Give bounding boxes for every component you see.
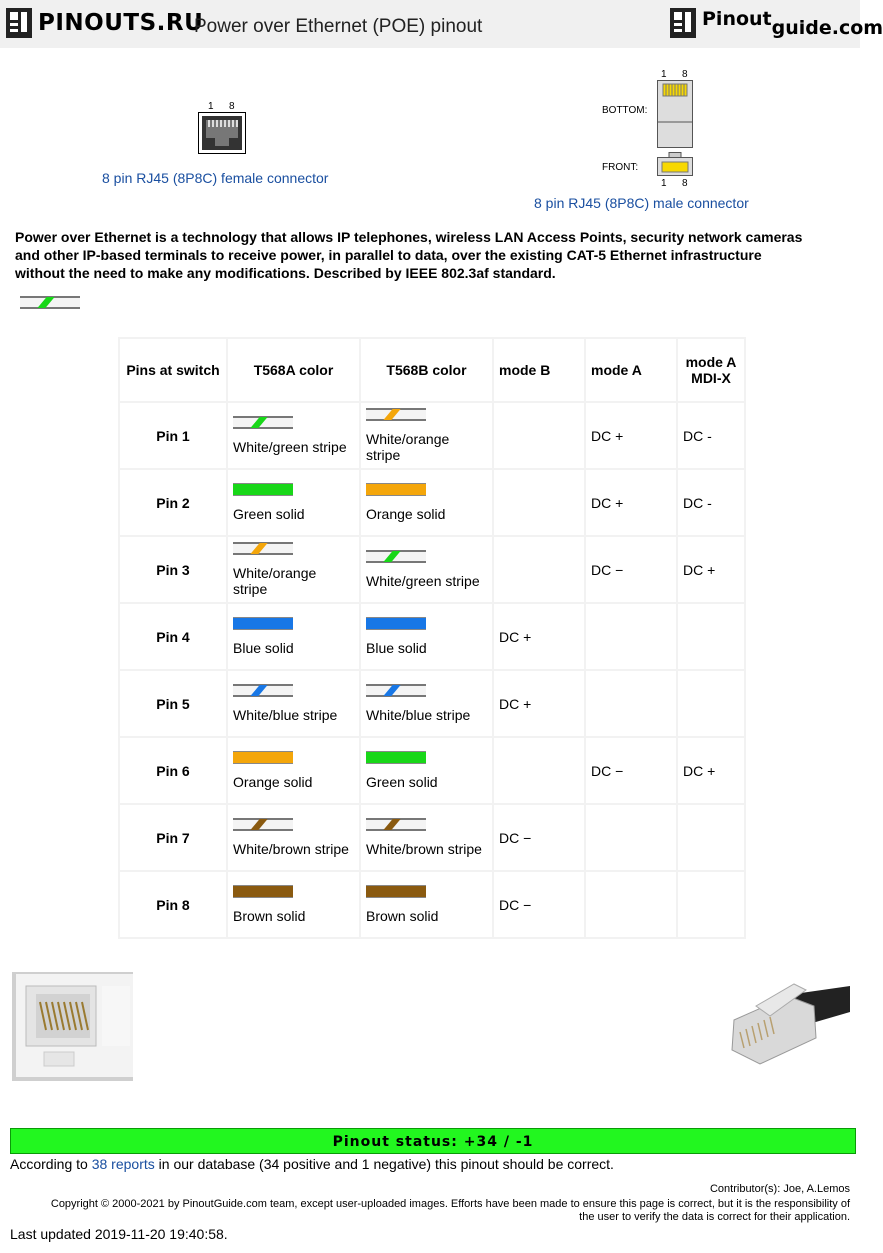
pinouts-logo[interactable] — [6, 8, 203, 38]
wire-color-label: White/blue stripe — [366, 707, 471, 723]
wire-color-label: White/brown stripe — [233, 841, 349, 857]
t568b-color-cell — [361, 872, 492, 937]
t568a-color-cell — [228, 738, 359, 803]
mode-a-cell — [586, 872, 676, 937]
male-connector-link[interactable]: 8 pin RJ45 (8P8C) male connector — [534, 195, 749, 211]
t568b-color-cell — [361, 537, 492, 602]
wire-solid-icon — [233, 617, 293, 630]
mode-a-mdix-cell — [678, 671, 744, 736]
t568b-color-cell — [361, 738, 492, 803]
wire-color-label: Orange solid — [233, 774, 313, 790]
contributors: Contributor(s): Joe, A.Lemos — [709, 1183, 850, 1195]
wire-stripe-icon — [366, 818, 426, 831]
wire-solid-icon — [366, 617, 426, 630]
mode-a-mdix-cell — [678, 872, 744, 937]
wire-stripe-icon — [233, 818, 293, 831]
mode-a-cell: DC + — [586, 470, 676, 535]
wire-color-label: Green solid — [233, 506, 305, 522]
wire-stripe-icon — [233, 684, 293, 697]
mode-a-cell — [586, 805, 676, 870]
pin-number: Pin 2 — [120, 470, 226, 535]
mode-b-cell — [494, 738, 584, 803]
wire-color-label: Green solid — [366, 774, 438, 790]
table-row — [120, 738, 744, 803]
description-text: Power over Ethernet is a technology that allows IP telephones, wireless LAN Access Points, security network cameras and other IP-based terminals to receive power, in parallel to data, over the existing CAT-5 Ethernet infrastructure without the need to make any modifications. Described by IEEE 802.3af standard. — [15, 229, 803, 281]
mode-a-mdix-cell: DC + — [678, 537, 744, 602]
page-title: Power over Ethernet (POE) pinout — [194, 16, 483, 37]
wire-color-label: White/green stripe — [366, 573, 480, 589]
table-row — [120, 604, 744, 669]
wire-solid-icon — [233, 483, 293, 496]
pin-number: Pin 6 — [120, 738, 226, 803]
pin-number: Pin 4 — [120, 604, 226, 669]
pinoutguide-logo[interactable] — [670, 6, 883, 39]
t568b-color-cell — [361, 470, 492, 535]
mode-b-cell: DC + — [494, 604, 584, 669]
table-row — [120, 872, 744, 937]
wire-stripe-icon — [233, 416, 293, 429]
wire-stripe-icon — [366, 550, 426, 563]
header-mode-a-mdix: mode A MDI-X — [678, 339, 744, 401]
mode-b-cell: DC − — [494, 872, 584, 937]
female-connector-link[interactable]: 8 pin RJ45 (8P8C) female connector — [102, 170, 329, 186]
pin-number: Pin 1 — [120, 403, 226, 468]
wire-solid-icon — [366, 885, 426, 898]
table-row — [120, 805, 744, 870]
pin-number: Pin 8 — [120, 872, 226, 937]
status-description — [10, 1156, 614, 1172]
pin-number: Pin 7 — [120, 805, 226, 870]
mode-a-cell: DC − — [586, 738, 676, 803]
t568b-color-cell — [361, 604, 492, 669]
female-connector-diagram — [198, 112, 246, 154]
mode-b-cell: DC − — [494, 805, 584, 870]
t568a-color-cell — [228, 805, 359, 870]
mode-b-cell — [494, 470, 584, 535]
site-header — [0, 0, 883, 48]
wire-solid-icon — [233, 885, 293, 898]
male-pin-last-top: 8 — [682, 69, 688, 80]
header-mode-b: mode B — [494, 339, 584, 401]
cable-sample-icon — [20, 296, 80, 309]
t568a-color-cell — [228, 537, 359, 602]
male-pin-last-bottom: 8 — [682, 178, 688, 189]
female-pin-first: 1 — [208, 101, 214, 112]
header-t568a: T568A color — [228, 339, 359, 401]
header-pins: Pins at switch — [120, 339, 226, 401]
pinoutguide-logo-icon — [670, 8, 696, 38]
table-row — [120, 537, 744, 602]
table-row — [120, 671, 744, 736]
female-pin-last: 8 — [229, 101, 235, 112]
female-connector-photo — [12, 972, 133, 1081]
male-front-label: FRONT: — [602, 162, 639, 173]
male-pin-first-bottom: 1 — [661, 178, 667, 189]
t568a-color-cell — [228, 671, 359, 736]
wire-color-label: White/green stripe — [233, 439, 347, 455]
mode-b-cell: DC + — [494, 671, 584, 736]
pinout-status-bar: Pinout status: +34 / -1 — [10, 1128, 856, 1154]
wire-color-label: Blue solid — [366, 640, 427, 656]
wire-solid-icon — [366, 751, 426, 764]
wire-color-label: Orange solid — [366, 506, 446, 522]
header-mode-a: mode A — [586, 339, 676, 401]
wire-solid-icon — [366, 483, 426, 496]
reports-link[interactable]: 38 reports — [91, 1156, 155, 1172]
partner-name-part2: guide.com — [771, 17, 883, 39]
mode-a-cell — [586, 604, 676, 669]
partner-name-part1: Pinout — [702, 8, 772, 30]
table-row — [120, 403, 744, 468]
t568b-color-cell — [361, 671, 492, 736]
table-row — [120, 470, 744, 535]
wire-color-label: White/orange stripe — [366, 431, 450, 463]
wire-color-label: White/blue stripe — [233, 707, 338, 723]
mode-b-cell — [494, 537, 584, 602]
status-suffix: in our database (34 positive and 1 negative) this pinout should be correct. — [154, 1156, 614, 1172]
t568b-color-cell — [361, 805, 492, 870]
wire-color-label: White/brown stripe — [366, 841, 482, 857]
table-header-row — [120, 339, 744, 401]
mode-a-mdix-cell: DC + — [678, 738, 744, 803]
wire-stripe-icon — [366, 684, 426, 697]
copyright-notice: Copyright © 2000-2021 by PinoutGuide.com team, except user-uploaded images. Efforts have been made to ensure this page is correct, but it is the responsibility of the user to verify the data is correct for their application. — [50, 1198, 850, 1223]
wire-color-label: White/orange stripe — [233, 565, 317, 597]
mode-a-cell — [586, 671, 676, 736]
wire-color-label: Brown solid — [233, 908, 306, 924]
pin-number: Pin 5 — [120, 671, 226, 736]
t568a-color-cell — [228, 470, 359, 535]
mode-a-mdix-cell — [678, 604, 744, 669]
t568a-color-cell — [228, 604, 359, 669]
male-bottom-label: BOTTOM: — [602, 105, 648, 116]
mode-a-mdix-cell — [678, 805, 744, 870]
header-t568b: T568B color — [361, 339, 492, 401]
pinouts-logo-icon — [6, 8, 32, 38]
mode-a-mdix-cell: DC - — [678, 403, 744, 468]
mode-a-cell: DC − — [586, 537, 676, 602]
t568b-color-cell — [361, 403, 492, 468]
t568a-color-cell — [228, 403, 359, 468]
last-updated: Last updated 2019-11-20 19:40:58. — [10, 1226, 228, 1242]
t568a-color-cell — [228, 872, 359, 937]
poe-pinout-table — [118, 337, 746, 939]
male-connector-bottom-diagram — [657, 80, 693, 148]
wire-stripe-icon — [366, 408, 426, 421]
male-connector-photo — [724, 976, 850, 1068]
status-prefix: According to — [10, 1156, 92, 1172]
site-name: PINOUTS.RU — [38, 10, 204, 36]
male-connector-front-diagram — [657, 152, 693, 176]
wire-stripe-icon — [233, 542, 293, 555]
mode-a-cell: DC + — [586, 403, 676, 468]
male-pin-first-top: 1 — [661, 69, 667, 80]
wire-solid-icon — [233, 751, 293, 764]
wire-color-label: Brown solid — [366, 908, 439, 924]
mode-b-cell — [494, 403, 584, 468]
wire-color-label: Blue solid — [233, 640, 294, 656]
mode-a-mdix-cell: DC - — [678, 470, 744, 535]
pin-number: Pin 3 — [120, 537, 226, 602]
